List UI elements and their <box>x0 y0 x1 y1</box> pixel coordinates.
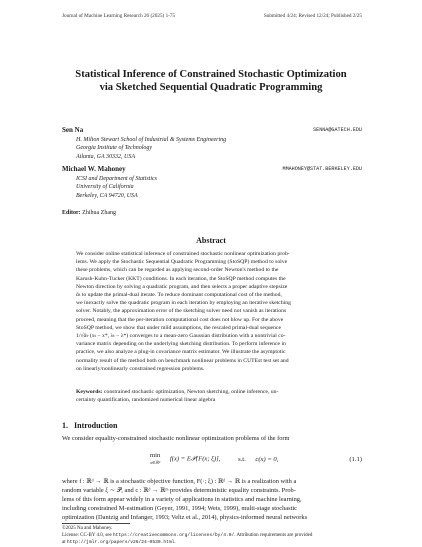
affiliation-line: Atlanta, GA 30332, USA <box>76 153 136 160</box>
license-link[interactable]: https://creativecommons.org/licenses/by/4.0/ <box>112 533 235 539</box>
keywords-text: certainty quantification, randomized numerical linear algebra <box>76 397 216 404</box>
editor-label: Editor: <box>62 210 81 216</box>
paper-title <box>40 68 382 94</box>
abstract-line: lems. We apply the Stochastic Sequential Quadratic Programming (StoSQP) method to solve <box>76 259 288 266</box>
equation <box>150 452 278 466</box>
equation-constraint: c(x) = 0, <box>255 455 279 463</box>
paragraph-line: lems of this form appear widely in a variety of applications in statistics and machine learning, <box>62 496 302 503</box>
intro-paragraph <box>62 477 362 522</box>
section-number: 1. <box>62 421 68 430</box>
abstract-line: Newton direction by solving a quadratic program, and then selects a proper adaptive stepsize <box>76 283 288 290</box>
intro-paragraph: We consider equality-constrained stochastic nonlinear optimization problems of the form <box>62 435 290 442</box>
abstract-line: ᾱₜ to update the primal-dual iterate. To reduce dominant computational cost of the method, <box>76 292 282 299</box>
author-affiliation <box>76 136 226 161</box>
author-name: Michael W. Mahoney <box>62 165 126 173</box>
keywords <box>76 388 346 404</box>
equation-min: min x∈ℝᵈ <box>150 452 161 465</box>
equation-min-subscript: x∈ℝᵈ <box>150 460 161 465</box>
author-affiliation <box>76 175 157 200</box>
abstract-line: these problems, which can be regarded as applying second-order Newton's method to the <box>76 267 279 274</box>
keywords-text: constrained stochastic optimization, Newton sketching, online inference, un- <box>103 389 279 395</box>
paper-link[interactable]: http://jmlr.org/papers/v26/24-0530.html <box>66 540 175 546</box>
author-name: Sen Na <box>62 126 84 134</box>
paragraph-line: where f : ℝᵈ → ℝ is a stochastic objective function, F(·; ξ) : ℝᵈ → ℝ is a realization with a <box>62 478 297 485</box>
journal-header: Journal of Machine Learning Research 26 (2025) 1-75 <box>62 13 176 19</box>
license-line: License: CC-BY 4.0, see https://creativecommons.org/licenses/by/4.0/. Attribution requirements are provided <box>62 533 313 539</box>
author-email[interactable]: MMAHONEY@STAT.BERKELEY.EDU <box>282 166 362 172</box>
abstract-line: variance matrix depending on the underlying sketching distribution. To perform inference in <box>76 341 286 348</box>
affiliation-line: ICSI and Department of Statistics <box>76 176 157 182</box>
equation-objective: f(x) = E𝒫[F(x; ξ)], <box>169 455 221 463</box>
paragraph-line: including constrained M-estimation (Geyer, 1991, 1994; Wets, 1999), multi-stage stochastic <box>62 505 297 512</box>
equation-number: (1.1) <box>349 456 362 463</box>
affiliation-line: Berkeley, CA 94720, USA <box>76 192 138 199</box>
abstract-heading: Abstract <box>196 236 226 245</box>
paragraph-line: random variable ξ ∼ 𝒫, and c : ℝᵈ → ℝᵐ provides deterministic equality constraints. Prob- <box>62 487 296 494</box>
abstract-line: we inexactly solve the quadratic program in each iteration by employing an iterative sketching <box>76 300 291 307</box>
keywords-label: Keywords: <box>76 389 103 395</box>
abstract-line: Karush-Kuhn-Tucker (KKT) conditions. In each iteration, the StoSQP method computes the <box>76 275 286 282</box>
author-email[interactable]: SENNA@GATECH.EDU <box>313 127 362 133</box>
submission-dates: Submitted 4/24; Revised 12/24; Published 2/25 <box>263 13 362 19</box>
abstract-line: 1/√ᾱₜ·(xₜ − x*, λₜ − λ*) converges to a mean-zero Gaussian distribution with a nontrivial co- <box>76 333 286 340</box>
section-heading <box>62 421 123 430</box>
section-title: Introduction <box>74 421 118 430</box>
affiliation-line: Georgia Institute of Technology <box>76 145 153 152</box>
footer <box>62 525 312 547</box>
paragraph-line: optimization (Dantzig and Infanger, 1993; Veliz et al., 2014), physics-informed neural networks <box>62 514 308 521</box>
abstract-line: normality result of the method both on benchmark nonlinear problems in CUTEst test set and <box>76 357 289 364</box>
abstract-line: We consider online statistical inference of constrained stochastic nonlinear optimization prob- <box>76 251 290 257</box>
editor-line <box>62 210 116 216</box>
abstract-line: on linearly/nonlinearly constrained regression problems. <box>76 365 205 372</box>
title-line-1: Statistical Inference of Constrained Stochastic Optimization <box>75 69 347 80</box>
equation-st: s.t. <box>238 455 246 463</box>
abstract-line: proceed, meaning that the per-iteration computational cost does not blow up. For the above <box>76 316 284 323</box>
affiliation-line: H. Milton Stewart School of Industrial & Systems Engineering <box>76 137 227 143</box>
abstract-line: practice, we also analyze a plug-in covariance matrix estimator. We illustrate the asymptotic <box>76 349 286 356</box>
copyright: ©2025 Na and Mahoney. <box>62 526 113 531</box>
footnote-rule <box>62 523 130 524</box>
abstract-line: solver. Notably, the approximation error of the sketching solver need not vanish as iterations <box>76 308 287 315</box>
title-line-2: via Sketched Sequential Quadratic Programming <box>99 82 323 93</box>
abstract-line: StoSQP method, we show that under mild assumptions, the rescaled primal-dual sequence <box>76 324 281 331</box>
affiliation-line: University of California <box>76 184 134 191</box>
attribution-line: at http://jmlr.org/papers/v26/24-0530.html. <box>62 540 176 546</box>
abstract-body <box>76 250 346 373</box>
editor-name: Zhihua Zhang <box>82 210 116 216</box>
